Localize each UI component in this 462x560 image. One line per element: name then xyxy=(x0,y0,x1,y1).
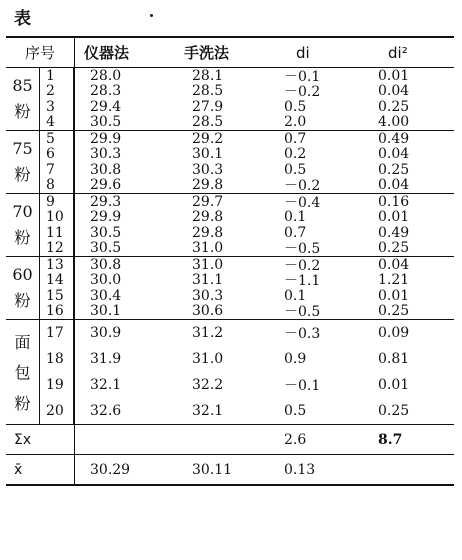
table-row xyxy=(40,178,454,194)
cell-di2: 4.00 xyxy=(378,114,410,131)
cell-di: 2.0 xyxy=(284,114,307,131)
group-label-part: 粉 xyxy=(14,102,31,121)
cell-di: －0.5 xyxy=(284,304,321,321)
table-row xyxy=(40,320,454,346)
cell-instrument: 30.5 xyxy=(90,114,122,131)
table-title: 表 xyxy=(14,9,32,29)
table-row xyxy=(40,210,454,226)
mean-row xyxy=(6,455,454,484)
table-row xyxy=(40,99,454,115)
group-60 xyxy=(6,257,454,320)
header-instrument: 仪器法 xyxy=(84,44,130,62)
cell-di: －0.3 xyxy=(284,326,321,342)
group-body xyxy=(39,131,454,193)
cell-di: －0.2 xyxy=(284,178,321,195)
cell-instrument: 30.4 xyxy=(90,287,122,304)
group-label-part: 粉 xyxy=(14,165,31,184)
cell-di: 0.1 xyxy=(284,287,307,304)
cell-di: 0.5 xyxy=(284,98,307,115)
group-75 xyxy=(6,131,454,194)
row-index: 17 xyxy=(40,320,74,346)
cell-di2: 0.49 xyxy=(378,224,410,241)
cell-di2: 0.25 xyxy=(378,403,410,419)
group-bread-flour xyxy=(6,320,454,425)
table-row xyxy=(40,257,454,273)
cell-manual: 30.1 xyxy=(192,146,224,163)
cell-manual: 32.1 xyxy=(192,403,224,419)
row-index: 11 xyxy=(40,225,74,241)
table-row xyxy=(40,273,454,289)
cell-instrument: 28.0 xyxy=(90,67,122,84)
group-label xyxy=(6,131,39,193)
cell-manual: 29.8 xyxy=(192,177,224,194)
cell-di2: 0.01 xyxy=(378,209,410,226)
table-row xyxy=(40,398,454,424)
table-row xyxy=(40,304,454,320)
group-body xyxy=(39,68,454,130)
group-label-part: 75 xyxy=(12,139,33,158)
row-index: 8 xyxy=(40,178,74,194)
cell-manual: 32.2 xyxy=(192,377,224,393)
cell-instrument: 32.6 xyxy=(90,403,122,419)
row-index: 10 xyxy=(40,210,74,226)
group-85 xyxy=(6,68,454,131)
group-label xyxy=(6,320,39,424)
row-index: 1 xyxy=(40,68,74,84)
group-label-part: 70 xyxy=(12,202,33,221)
group-label xyxy=(6,68,39,130)
cell-instrument: 30.5 xyxy=(90,224,122,241)
row-index: 14 xyxy=(40,273,74,289)
group-body xyxy=(39,257,454,319)
cell-instrument: 28.3 xyxy=(90,83,122,100)
sum-di2: 8.7 xyxy=(378,431,403,448)
cell-di: 0.7 xyxy=(284,224,307,241)
cell-manual: 29.2 xyxy=(192,130,224,147)
cell-di2: 0.25 xyxy=(378,303,410,320)
row-index: 6 xyxy=(40,147,74,163)
cell-di: 0.5 xyxy=(284,161,307,178)
cell-manual: 31.2 xyxy=(192,325,224,341)
cell-manual: 28.5 xyxy=(192,114,224,131)
cell-manual: 28.5 xyxy=(192,83,224,100)
sum-label: Σx xyxy=(14,431,32,448)
data-table xyxy=(6,36,454,486)
row-index: 4 xyxy=(40,115,74,131)
cell-instrument: 29.9 xyxy=(90,130,122,147)
header-di2: di² xyxy=(388,43,408,62)
row-index: 2 xyxy=(40,84,74,100)
cell-manual: 31.0 xyxy=(192,240,224,257)
cell-di2: 0.81 xyxy=(378,351,410,367)
cell-di: 0.9 xyxy=(284,351,307,367)
header-index: 序号 xyxy=(24,44,55,62)
group-body xyxy=(39,320,454,424)
cell-di2: 0.09 xyxy=(378,325,410,341)
row-index: 5 xyxy=(40,131,74,147)
table-row xyxy=(40,346,454,372)
cell-di2: 0.25 xyxy=(378,240,410,257)
group-body xyxy=(39,194,454,256)
cell-instrument: 30.8 xyxy=(90,256,122,273)
table-row xyxy=(40,147,454,163)
cell-di: 0.5 xyxy=(284,403,307,419)
cell-di: 0.2 xyxy=(284,146,307,163)
group-label xyxy=(6,257,39,319)
cell-manual: 30.3 xyxy=(192,287,224,304)
mean-label: x̄ xyxy=(14,461,23,478)
table-row xyxy=(40,68,454,84)
table-row xyxy=(40,194,454,210)
cell-di2: 0.25 xyxy=(378,161,410,178)
group-70 xyxy=(6,194,454,257)
cell-di: －1.1 xyxy=(284,273,321,290)
cell-instrument: 29.6 xyxy=(90,177,122,194)
table-row xyxy=(40,225,454,241)
row-index: 15 xyxy=(40,288,74,304)
sum-di: 2.6 xyxy=(284,431,307,448)
row-index: 19 xyxy=(40,372,74,398)
table-row xyxy=(40,131,454,147)
cell-manual: 29.7 xyxy=(192,193,224,210)
cell-di: －0.2 xyxy=(284,257,321,274)
cell-instrument: 32.1 xyxy=(90,377,122,393)
row-index: 16 xyxy=(40,304,74,320)
cell-manual: 31.0 xyxy=(192,351,224,367)
cell-di2: 1.21 xyxy=(378,272,410,289)
table-row xyxy=(40,241,454,257)
cell-instrument: 30.9 xyxy=(90,325,122,341)
table-row xyxy=(40,115,454,131)
sum-section xyxy=(6,425,454,455)
cell-di: －0.1 xyxy=(284,378,321,394)
table-row xyxy=(40,84,454,100)
cell-instrument: 30.3 xyxy=(90,146,122,163)
sum-row xyxy=(6,425,454,454)
cell-di2: 0.01 xyxy=(378,377,410,393)
cell-instrument: 30.8 xyxy=(90,161,122,178)
group-label-part: 包 xyxy=(14,363,31,383)
cell-di2: 0.04 xyxy=(378,256,410,273)
group-label-part: 粉 xyxy=(14,228,31,247)
cell-di: －0.2 xyxy=(284,84,321,101)
row-index: 3 xyxy=(40,99,74,115)
table-header xyxy=(6,38,454,68)
cell-instrument: 29.3 xyxy=(90,193,122,210)
cell-di2: 0.49 xyxy=(378,130,410,147)
mean-instrument: 30.29 xyxy=(90,461,131,478)
mean-di: 0.13 xyxy=(284,461,316,478)
cell-di: －0.4 xyxy=(284,194,321,211)
row-index: 12 xyxy=(40,241,74,257)
cell-di2: 0.25 xyxy=(378,98,410,115)
cell-instrument: 30.1 xyxy=(90,303,122,320)
group-label-part: 85 xyxy=(12,76,33,95)
row-index: 18 xyxy=(40,346,74,372)
row-index: 7 xyxy=(40,162,74,178)
group-label xyxy=(6,194,39,256)
table-row xyxy=(40,372,454,398)
cell-di: 0.1 xyxy=(284,209,307,226)
cell-di2: 0.04 xyxy=(378,83,410,100)
table-row xyxy=(40,162,454,178)
ink-dot xyxy=(150,14,153,17)
group-label-part: 粉 xyxy=(14,291,31,310)
cell-di2: 0.04 xyxy=(378,146,410,163)
cell-manual: 29.8 xyxy=(192,224,224,241)
cell-di: 0.7 xyxy=(284,130,307,147)
cell-instrument: 29.4 xyxy=(90,98,122,115)
cell-manual: 28.1 xyxy=(192,67,224,84)
cell-di2: 0.04 xyxy=(378,177,410,194)
cell-manual: 30.6 xyxy=(192,303,224,320)
header-di: di xyxy=(296,43,310,62)
cell-instrument: 30.0 xyxy=(90,272,122,289)
cell-instrument: 30.5 xyxy=(90,240,122,257)
cell-di2: 0.01 xyxy=(378,287,410,304)
cell-manual: 29.8 xyxy=(192,209,224,226)
cell-di: －0.5 xyxy=(284,241,321,258)
group-label-part: 60 xyxy=(12,265,33,284)
header-manual: 手洗法 xyxy=(184,44,230,62)
cell-di: －0.1 xyxy=(284,68,321,85)
cell-di2: 0.01 xyxy=(378,67,410,84)
group-label-part: 粉 xyxy=(14,394,31,414)
table-row xyxy=(40,288,454,304)
cell-manual: 31.0 xyxy=(192,256,224,273)
row-index: 20 xyxy=(40,398,74,424)
group-label-part: 面 xyxy=(14,332,31,352)
cell-instrument: 29.9 xyxy=(90,209,122,226)
row-index: 9 xyxy=(40,194,74,210)
cell-instrument: 31.9 xyxy=(90,351,122,367)
cell-manual: 31.1 xyxy=(192,272,224,289)
cell-di2: 0.16 xyxy=(378,193,410,210)
cell-manual: 30.3 xyxy=(192,161,224,178)
mean-manual: 30.11 xyxy=(192,461,233,478)
row-index: 13 xyxy=(40,257,74,273)
cell-manual: 27.9 xyxy=(192,98,224,115)
mean-section xyxy=(6,455,454,484)
